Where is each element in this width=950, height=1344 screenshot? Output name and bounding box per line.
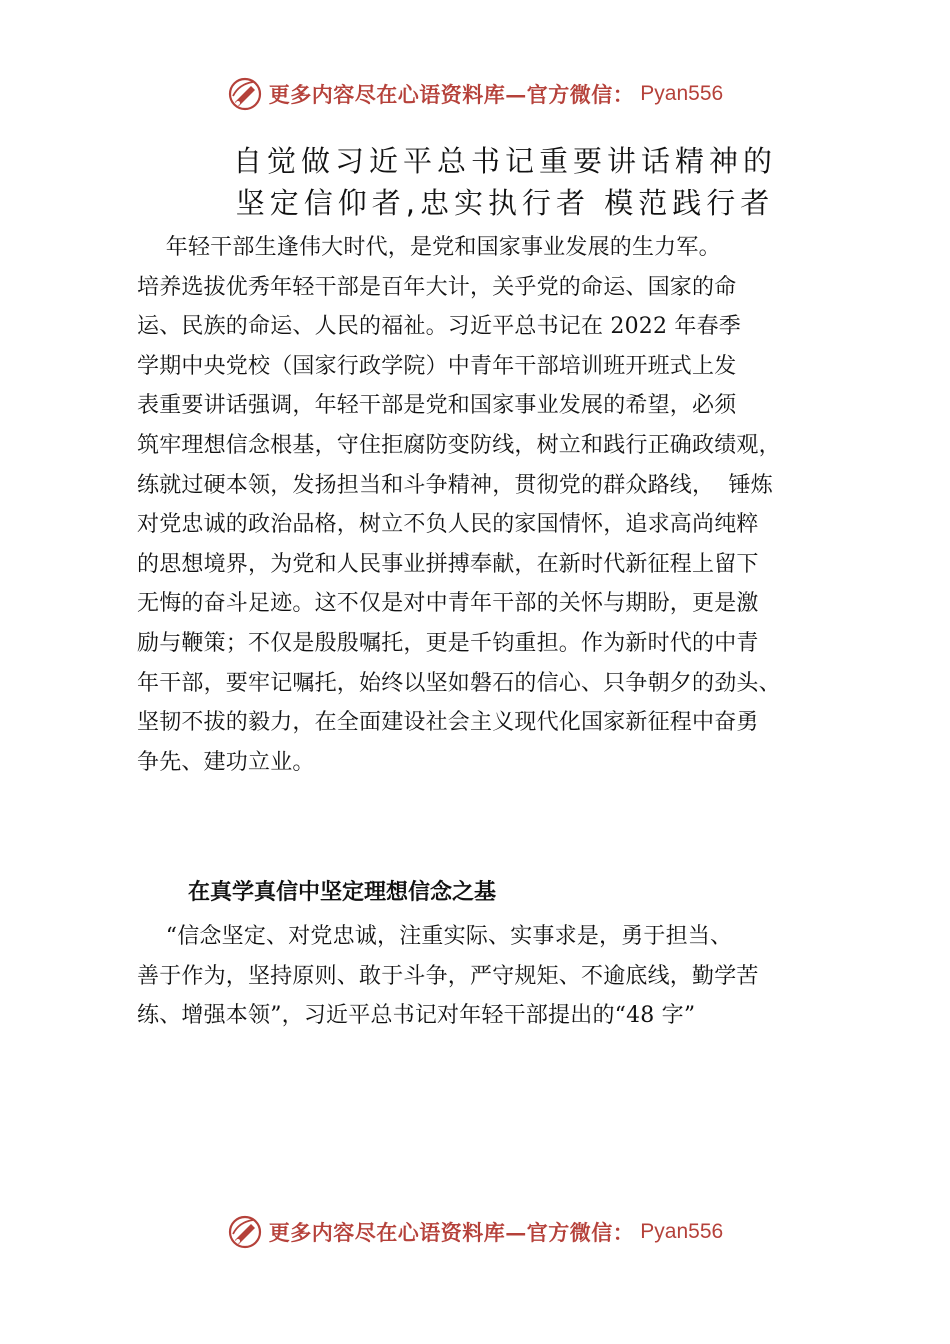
banner-text: 更多内容尽在心语资料库—官方微信： (268, 1220, 635, 1245)
text-line: 运、民族的命运、人民的福祉。习近平总书记在 2022 年春季 (137, 314, 741, 340)
wechat-id: Pyan556 (640, 82, 724, 105)
wechat-id: Pyan556 (640, 1220, 724, 1243)
body-paragraph-1 (137, 228, 837, 782)
text-line: 无悔的奋斗足迹。这不仅是对中青年干部的关怀与期盼，更是激 (137, 591, 759, 617)
text-line: 的思想境界，为党和人民事业拼搏奉献，在新时代新征程上留下 (137, 551, 759, 577)
document-title-line-1: 自觉做习近平总书记重要讲话精神的 (232, 144, 777, 178)
section-heading: 在真学真信中坚定理想信念之基 (188, 880, 497, 905)
text-line: 表重要讲话强调，年轻干部是党和国家事业发展的希望，必须 (137, 393, 737, 419)
text-line: 年轻干部生逢伟大时代，是党和国家事业发展的生力军。 (137, 235, 721, 260)
text-line: 年干部，要牢记嘱托，始终以坚如磐石的信心、只争朝夕的劲头、 (137, 670, 781, 696)
banner-text: 更多内容尽在心语资料库—官方微信： (268, 82, 635, 107)
text-line: 励与鞭策；不仅是殷殷嘱托，更是千钧重担。作为新时代的中青 (137, 630, 759, 656)
text-line: 练就过硬本领，发扬担当和斗争精神，贯彻党的群众路线， 锤炼 (137, 472, 773, 498)
pen-scroll-logo-icon (227, 1214, 263, 1250)
footer-banner (0, 1210, 950, 1254)
text-line: 对党忠诚的政治品格，树立不负人民的家国情怀，追求高尚纯粹 (137, 512, 759, 538)
text-line: 争先、建功立业。 (137, 749, 315, 775)
text-line: “信念坚定、对党忠诚，注重实际、实事求是，勇于担当、 (137, 924, 733, 949)
document-title-line-2: 坚定信仰者,忠实执行者 模范践行者 (235, 186, 775, 220)
text-line: 筑牢理想信念根基，守住拒腐防变防线，树立和践行正确政绩观， (137, 432, 781, 458)
header-banner (0, 72, 950, 116)
text-line: 善于作为，坚持原则、敢于斗争，严守规矩、不逾底线，勤学苦 (137, 963, 759, 989)
text-line: 培养选拔优秀年轻干部是百年大计，关乎党的命运、国家的命 (137, 274, 737, 300)
pen-scroll-logo-icon (227, 76, 263, 112)
body-paragraph-2 (137, 917, 837, 1036)
text-line: 学期中央党校（国家行政学院）中青年干部培训班开班式上发 (137, 353, 737, 379)
text-line: 练、增强本领”，习近平总书记对年轻干部提出的“48 字” (137, 1003, 696, 1029)
text-line: 坚韧不拔的毅力，在全面建设社会主义现代化国家新征程中奋勇 (137, 710, 759, 736)
